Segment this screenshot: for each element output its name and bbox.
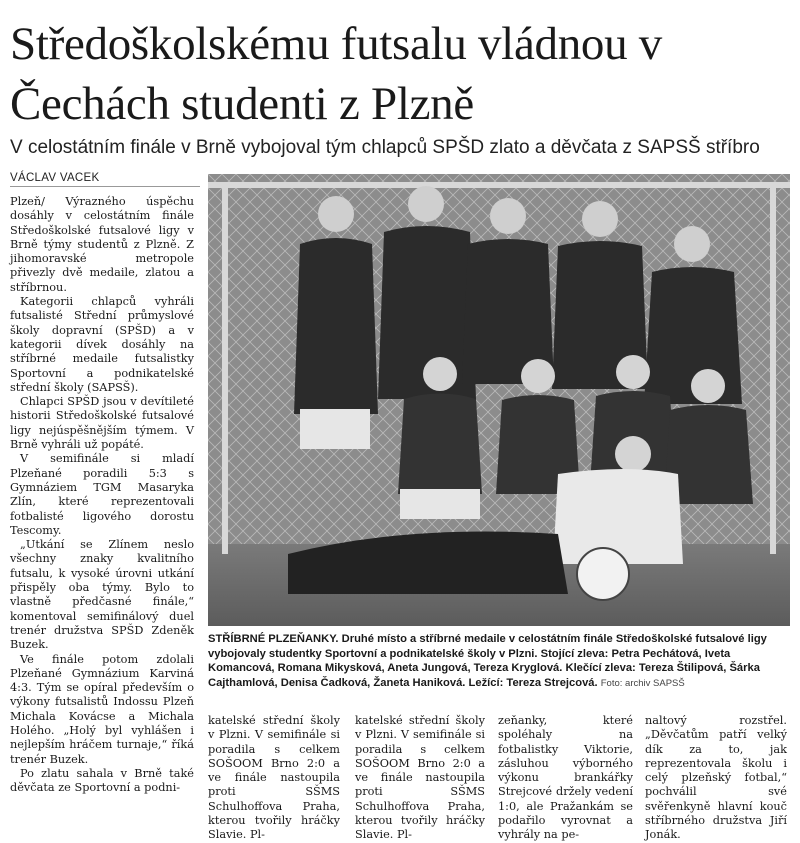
- photo-credit: Foto: archiv SAPSŠ: [600, 677, 685, 689]
- byline: VÁCLAV VACEK: [10, 172, 200, 187]
- paragraph: Ve finále potom zdolali Plzeňané Gymnázium Karviná 4:3. Tým se opíral především o výkony futsalistů Indossu Plzeň Michala Kovácse a Michala Holého. „Holý byl vyhlášen i nejlepším hráčem turnaje,“ říká trenér Buzek.: [10, 652, 194, 766]
- article-continuation-column: zeňanky, které spoléhaly na fotbalistky Viktorie, zásluhou výborného výkonu brankářky Strejcové držely vedení 1:0, ale Pražankám se podařilo vyrovnat a vyhrály na pe-: [498, 714, 633, 842]
- team-photo-illustration: [208, 174, 790, 626]
- caption-heading: STŘÍBRNÉ PLZEŇANKY.: [208, 633, 339, 645]
- subheadline: V celostátním finále v Brně vybojoval tým chlapců SPŠD zlato a děvčata z SAPSŠ stříbro: [10, 137, 760, 158]
- headline: Středoškolskému futsalu vládnou v Čechách studenti z Plzně: [10, 18, 662, 130]
- article-continuation-column: naltový rozstřel. „Děvčatům patří velký dík za to, jak reprezentovala školu i celý plzeňský fotbal,“ pochválil své svěřenkyně hlavní kouč stříbrného družstva Jiří Jonák.: [645, 714, 787, 842]
- caption-text: Druhé místo a stříbrné medaile v celostátním finále Středoškolské futsalové ligy vybojovaly studentky Sportovní a podnikatelské školy v Plzni. Stojící zleva: Petra Pechátová, Iveta Komancová, Romana Mikysková, Aneta Jungová, Tereza Kryglová. Klečící zleva: Tereza Štilipová, Šárka Cajthamlová, Denisa Čadková, Žaneta Haniková. Ležící: Tereza Strejcová.: [208, 633, 767, 689]
- article-body-column: [10, 195, 194, 795]
- paragraph: V semifinále si mladí Plzeňané poradili 5:3 s Gymnáziem TGM Masaryka Zlín, které reprezentovali fotbalisté ligového dorostu Tescomy.: [10, 452, 194, 537]
- paragraph: Kategorii chlapců vyhráli futsalisté Střední průmyslové školy dopravní (SPŠD) a v kategorii dívek dosáhly na stříbrné medaile futsalistky Sportovní a podnikatelské střední školy (SAPSŠ).: [10, 295, 194, 394]
- article-continuation-column: katelské střední školy v Plzni. V semifinále si poradila s celkem SOŠOOM Brno 2:0 a ve finále nastoupila proti SŠMS Schulhoffova Praha, kterou tvořily hráčky Slavie. Pl-: [355, 714, 485, 842]
- paragraph: Chlapci SPŠD jsou v devítileté historii Středoškolské futsalové ligy nejúspěšnějším týmem. V Brně vyhráli už popáté.: [10, 395, 194, 452]
- paragraph: Po zlatu sahala v Brně také děvčata ze Sportovní a podni-: [10, 766, 194, 795]
- paragraph: „Utkání se Zlínem neslo všechny znaky kvalitního futsalu, k vysoké úrovni utkání přispěly oba týmy. Bylo to vlastně předčasné finále,“ komentoval semifinálový duel trenér družstva SPŠD Zdeněk Buzek.: [10, 538, 194, 652]
- photo-caption: [208, 632, 790, 691]
- team-photo: [208, 174, 790, 626]
- paragraph: Plzeň/ Výrazného úspěchu dosáhly v celostátním finále Středoškolské futsalové ligy v Brně týmy studentů z Plzně. Z jihomoravské metropole přivezly dvě medaile, zlatou a stříbrnou.: [10, 195, 194, 294]
- article-continuation-column: katelské střední školy v Plzni. V semifinále si poradila s celkem SOŠOOM Brno 2:0 a ve finále nastoupila proti SŠMS Schulhoffova Praha, kterou tvořily hráčky Slavie. Pl-: [208, 714, 340, 842]
